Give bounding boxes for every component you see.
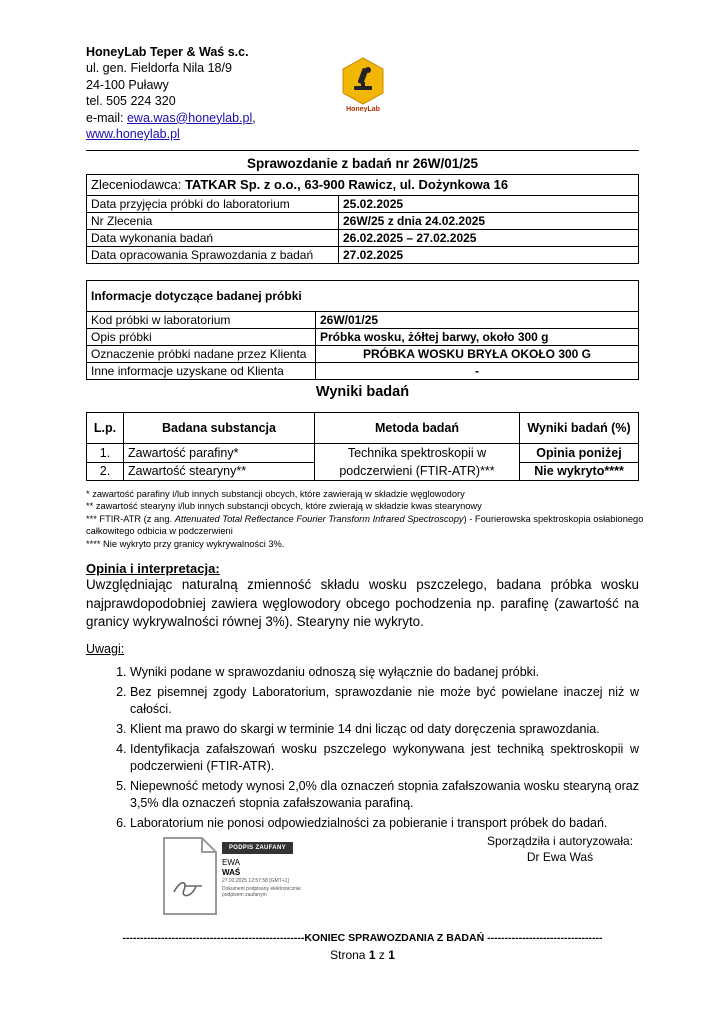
list-item: 2. Bez pisemnej zgody Laboratorium, sprawozdanie nie może być powielane inaczej niż w całości. <box>130 684 639 717</box>
city-address: 24-100 Puławy <box>86 77 169 92</box>
method-cell <box>315 444 520 481</box>
footnotes <box>86 488 646 550</box>
page-mid: z <box>375 948 389 962</box>
notes-title: Uwagi: <box>86 642 125 656</box>
table-row <box>87 346 639 363</box>
list-item: 1. Wyniki podane w sprawozdaniu odnoszą się wyłącznie do badanej próbki. <box>130 664 639 681</box>
method-line-2: podczerwieni (FTIR-ATR)*** <box>339 464 495 478</box>
footnote-3 <box>86 513 646 538</box>
method-line-1: Technika spektroskopii w <box>347 446 487 460</box>
row-value: PRÓBKA WOSKU BRYŁA OKOŁO 300 G <box>316 346 639 363</box>
table-row <box>87 247 639 264</box>
row-value: 27.02.2025 <box>339 247 639 264</box>
report-end-line: ----------------------------------------------------KONIEC SPRAWOZDANIA Z BADAŃ --------------------------------- <box>122 932 603 944</box>
page-number <box>86 948 639 962</box>
row-label: Data przyjęcia próbki do laboratorium <box>87 196 339 213</box>
row-label: Opis próbki <box>87 329 316 346</box>
page-prefix: Strona <box>330 948 369 962</box>
row-value: Próbka wosku, żółtej barwy, około 300 g <box>316 329 639 346</box>
signer-first-name: EWA <box>222 858 240 867</box>
footnote-4: **** Nie wykryto przy granicy wykrywalności 3%. <box>86 538 285 549</box>
col-header-substance: Badana substancja <box>124 413 315 444</box>
sample-info-table <box>86 280 639 380</box>
report-title: Sprawozdanie z badań nr 26W/01/25 <box>246 156 479 171</box>
footnote-1: * zawartość parafiny i/lub innych substancji obcych, które zawierają w składzie węglowodory <box>86 489 465 499</box>
row-value: 26W/01/25 <box>316 312 639 329</box>
company-name: HoneyLab Teper & Waś s.c. <box>86 45 249 59</box>
opinion-title: Opinia i interpretacja: <box>86 561 220 576</box>
client-cell <box>87 175 639 196</box>
notes-list <box>86 664 639 835</box>
footnote-2: ** zawartość stearyny i/lub innych substancji obcych, które zwierają w składzie kwas stearynowy <box>86 501 482 512</box>
email-suffix: , <box>252 110 256 125</box>
row-label: Data opracowania Sprawozdania z badań <box>87 247 339 264</box>
signature-label <box>470 833 650 865</box>
email-prefix: e-mail: <box>86 110 127 125</box>
report-info-table <box>86 174 639 264</box>
signature-timestamp: 27.02.2025 12:57:58 [GMT+1] <box>222 878 289 884</box>
website-link[interactable]: www.honeylab.pl <box>86 127 180 142</box>
logo-text: HoneyLab <box>346 106 380 112</box>
table-row <box>87 444 639 463</box>
row-result: Nie wykryto**** <box>520 462 639 481</box>
list-item: 3. Klient ma prawo do skargi w terminie 14 dni licząc od daty doręczenia sprawozdania. <box>130 721 639 738</box>
row-label: Oznaczenie próbki nadane przez Klienta <box>87 346 316 363</box>
table-row <box>87 230 639 247</box>
signature-label-line1: Sporządziła i autoryzowała: <box>486 834 634 848</box>
signer-last-name: WAŚ <box>222 868 241 877</box>
col-header-lp: L.p. <box>87 413 124 444</box>
sample-heading: Informacje dotyczące badanej próbki <box>87 281 639 312</box>
row-substance: Zawartość stearyny** <box>124 462 315 481</box>
page-total: 1 <box>388 948 395 962</box>
col-header-result: Wyniki badań (%) <box>520 413 639 444</box>
header-divider <box>86 150 639 151</box>
row-value: - <box>316 363 639 380</box>
list-item: 6. Laboratorium nie ponosi odpowiedzialności za pobieranie i transport próbek do badań. <box>130 815 639 832</box>
row-label: Kod próbki w laboratorium <box>87 312 316 329</box>
street-address: ul. gen. Fieldorfa Nila 18/9 <box>86 61 232 76</box>
row-lp: 2. <box>87 462 124 481</box>
opinion-text: Uwzględniając naturalną zmienność składu wosku pszczelego, badana próbka wosku najprawdopodobniej zawiera węglowodory obcego pochodzenia np. parafinę (zawartość na granicy wykrywalności równej 3%). Stearyny nie wykryto. <box>86 577 639 630</box>
list-item: 5. Niepewność metody wynosi 2,0% dla oznaczeń stopnia zafałszowania wosku stearyną oraz 3,5% dla oznaczeń stopnia zafałszowania parafiną. <box>130 778 639 811</box>
col-header-method: Metoda badań <box>315 413 520 444</box>
table-row <box>87 312 639 329</box>
row-value: 26W/25 z dnia 24.02.2025 <box>339 213 639 230</box>
row-value: 25.02.2025 <box>339 196 639 213</box>
footnote-3-italic: Attenuated Total Reflectance Fourier Transform Infrared Spectroscopy <box>174 513 464 524</box>
row-lp: 1. <box>87 444 124 463</box>
trusted-signature-badge: PODPIS ZAUFANY <box>222 842 293 854</box>
lab-header <box>86 44 256 142</box>
table-row <box>87 213 639 230</box>
phone-number: tel. 505 224 320 <box>86 94 176 109</box>
results-table <box>86 412 639 481</box>
row-label: Nr Zlecenia <box>87 213 339 230</box>
list-item: 4. Identyfikacja zafałszowań wosku pszczelego wykonywana jest techniką spektroskopii w podczerwieni (FTIR-ATR). <box>130 741 639 774</box>
email-line <box>86 110 256 126</box>
honeylab-logo <box>340 56 386 112</box>
table-row <box>87 363 639 380</box>
row-result: Opinia poniżej <box>520 444 639 463</box>
table-row <box>87 329 639 346</box>
client-info: Zleceniodawca: TATKAR Sp. z o.o., 63-900 Rawicz, ul. Dożynkowa 16 <box>91 177 509 192</box>
footnote-3-suffix: ) - Fourierowska spektroskopia osłabionego całkowitego odbicia w podczerwieni <box>86 513 644 537</box>
footnote-3-prefix: *** FTIR-ATR (z ang. <box>86 513 175 524</box>
signature-note: Dokument podpisany elektronicznie podpisem zaufanym <box>222 886 301 898</box>
table-row <box>87 196 639 213</box>
row-value: 26.02.2025 – 27.02.2025 <box>339 230 639 247</box>
signature-label-line2: Dr Ewa Waś <box>526 850 594 864</box>
row-label: Inne informacje uzyskane od Klienta <box>87 363 316 380</box>
email-link[interactable]: ewa.was@honeylab.pl <box>126 110 253 125</box>
results-title: Wyniki badań <box>315 384 410 400</box>
row-substance: Zawartość parafiny* <box>124 444 315 463</box>
page-current: 1 <box>368 948 376 962</box>
row-label: Data wykonania badań <box>87 230 339 247</box>
